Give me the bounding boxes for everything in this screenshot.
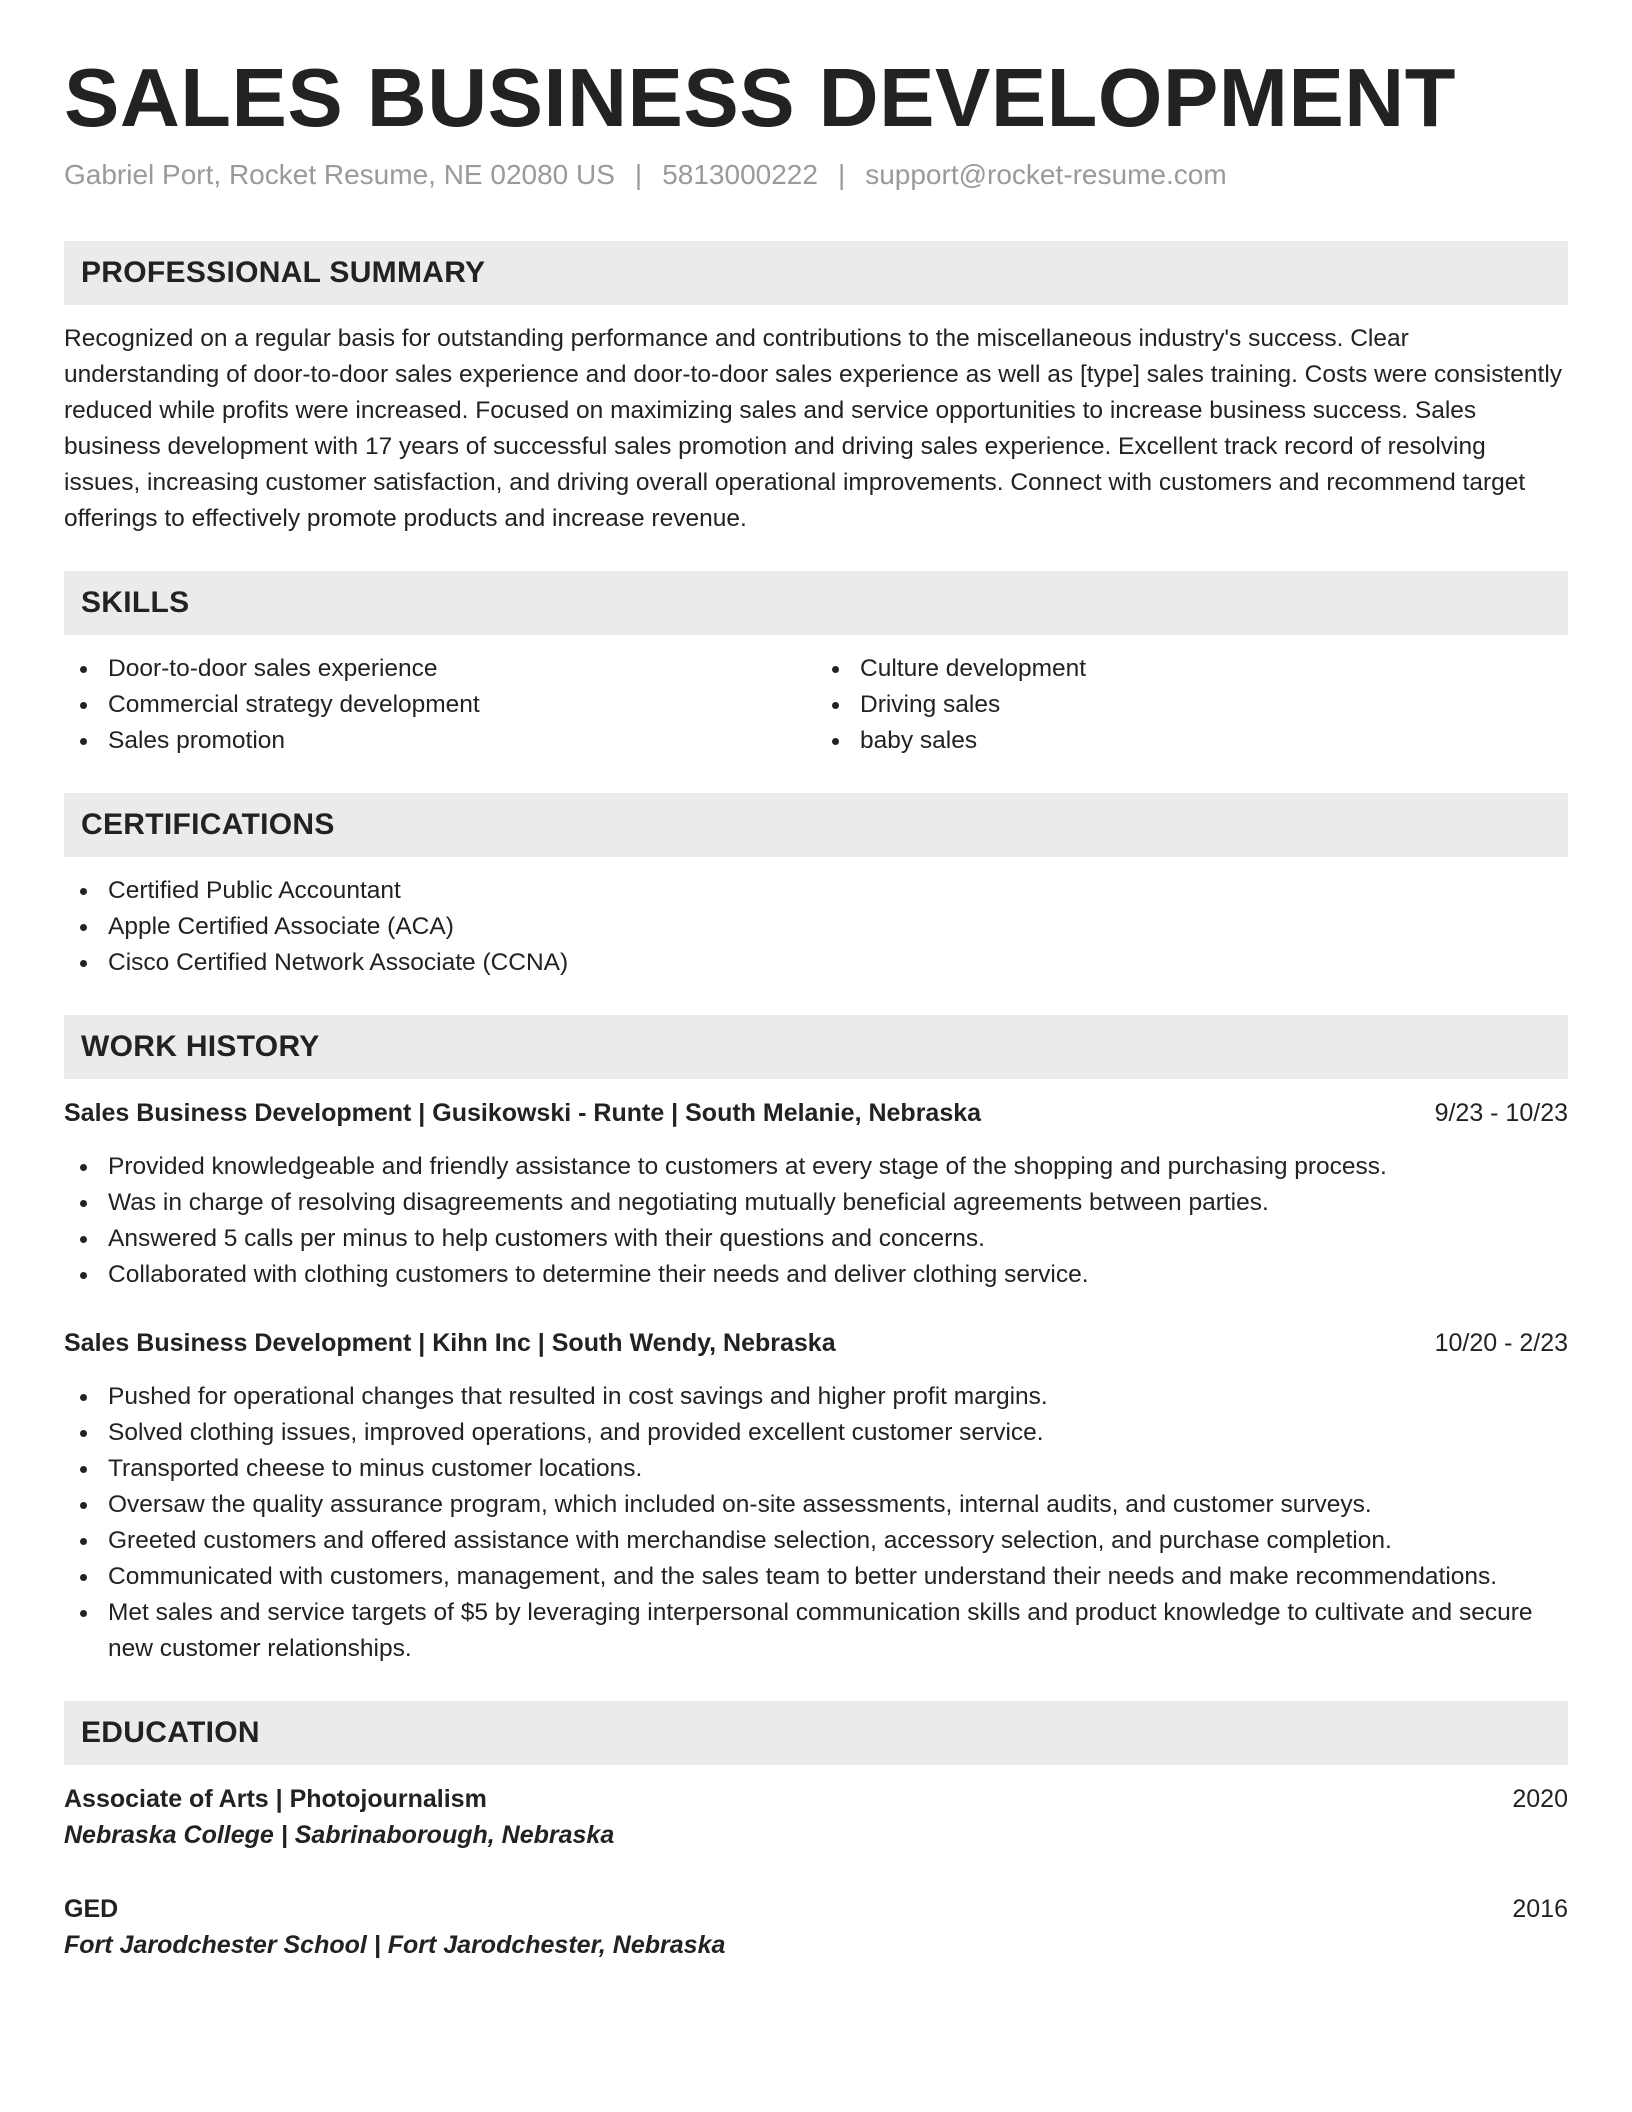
job-dates: 10/20 - 2/23 — [1434, 1329, 1568, 1358]
certification-item: Certified Public Accountant — [64, 873, 1568, 909]
education-school: Fort Jarodchester School | Fort Jarodchester, Nebraska — [64, 1931, 726, 1960]
education-degree: GED — [64, 1895, 119, 1924]
job-bullet: Transported cheese to minus customer locations. — [64, 1451, 1568, 1487]
summary-section — [64, 241, 1568, 537]
summary-text: Recognized on a regular basis for outstanding performance and contributions to the miscellaneous industry's success. Clear understanding of door-to-door sales experience and door-to-door sales experience as well as [type] sales training. Costs were consistently reduced while profits were increased. Focused on maximizing sales and service opportunities to increase business success. Sales business development with 17 years of successful sales promotion and driving sales experience. Excellent track record of resolving issues, increasing customer satisfaction, and driving overall operational improvements. Connect with customers and recommend target offerings to effectively promote products and increase revenue. — [64, 325, 1563, 533]
job-bullet: Met sales and service targets of $5 by leveraging interpersonal communication skills and product knowledge to cultivate and secure new customer relationships. — [64, 1595, 1568, 1667]
skills-column-right — [816, 651, 1568, 759]
skills-grid — [64, 651, 1568, 759]
job-bullet: Pushed for operational changes that resulted in cost savings and higher profit margins. — [64, 1379, 1568, 1415]
job-entry — [64, 1325, 1568, 1667]
job-bullet: Provided knowledgeable and friendly assistance to customers at every stage of the shopping and purchasing process. — [64, 1149, 1568, 1185]
education-heading: EDUCATION — [64, 1701, 1568, 1765]
job-title: Sales Business Development | Kihn Inc | South Wendy, Nebraska — [64, 1329, 836, 1358]
education-header — [64, 1891, 1568, 1927]
contact-line — [64, 159, 1568, 191]
education-school: Nebraska College | Sabrinaborough, Nebraska — [64, 1821, 615, 1850]
skill-item: baby sales — [816, 723, 1568, 759]
skill-item: Door-to-door sales experience — [64, 651, 816, 687]
contact-email: support@rocket-resume.com — [865, 159, 1227, 191]
education-year: 2020 — [1512, 1785, 1568, 1814]
resume-name: SALES BUSINESS DEVELOPMENT — [64, 51, 1456, 144]
skill-item: Culture development — [816, 651, 1568, 687]
job-header — [64, 1095, 1568, 1131]
job-title: Sales Business Development | Gusikowski - Runte | South Melanie, Nebraska — [64, 1099, 982, 1128]
education-section — [64, 1701, 1568, 1963]
certification-item: Cisco Certified Network Associate (CCNA) — [64, 945, 1568, 981]
skill-item: Driving sales — [816, 687, 1568, 723]
education-header — [64, 1781, 1568, 1817]
certifications-section — [64, 793, 1568, 981]
job-bullet: Greeted customers and offered assistance with merchandise selection, accessory selection, and purchase completion. — [64, 1523, 1568, 1559]
job-bullet: Communicated with customers, management, and the sales team to better understand their needs and make recommendations. — [64, 1559, 1568, 1595]
job-entry — [64, 1095, 1568, 1293]
education-entry — [64, 1891, 1568, 1963]
skills-heading: SKILLS — [64, 571, 1568, 635]
work-history-section — [64, 1015, 1568, 1667]
skills-section — [64, 571, 1568, 759]
contact-address: Gabriel Port, Rocket Resume, NE 02080 US — [64, 159, 615, 191]
job-bullet: Collaborated with clothing customers to determine their needs and deliver clothing service. — [64, 1257, 1568, 1293]
skills-column-left — [64, 651, 816, 759]
contact-separator: | — [837, 159, 846, 191]
job-bullet: Oversaw the quality assurance program, which included on-site assessments, internal audits, and customer surveys. — [64, 1487, 1568, 1523]
education-entry — [64, 1781, 1568, 1853]
job-dates: 9/23 - 10/23 — [1434, 1099, 1568, 1128]
certification-item: Apple Certified Associate (ACA) — [64, 909, 1568, 945]
certifications-heading: CERTIFICATIONS — [64, 793, 1568, 857]
summary-heading: PROFESSIONAL SUMMARY — [64, 241, 1568, 305]
contact-phone: 5813000222 — [662, 159, 818, 191]
job-header — [64, 1325, 1568, 1361]
contact-separator: | — [634, 159, 643, 191]
job-bullet: Was in charge of resolving disagreements and negotiating mutually beneficial agreements between parties. — [64, 1185, 1568, 1221]
education-degree: Associate of Arts | Photojournalism — [64, 1785, 487, 1814]
job-bullet: Answered 5 calls per minus to help customers with their questions and concerns. — [64, 1221, 1568, 1257]
job-bullet: Solved clothing issues, improved operations, and provided excellent customer service. — [64, 1415, 1568, 1451]
education-year: 2016 — [1512, 1895, 1568, 1924]
skill-item: Sales promotion — [64, 723, 816, 759]
work-history-heading: WORK HISTORY — [64, 1015, 1568, 1079]
skill-item: Commercial strategy development — [64, 687, 816, 723]
